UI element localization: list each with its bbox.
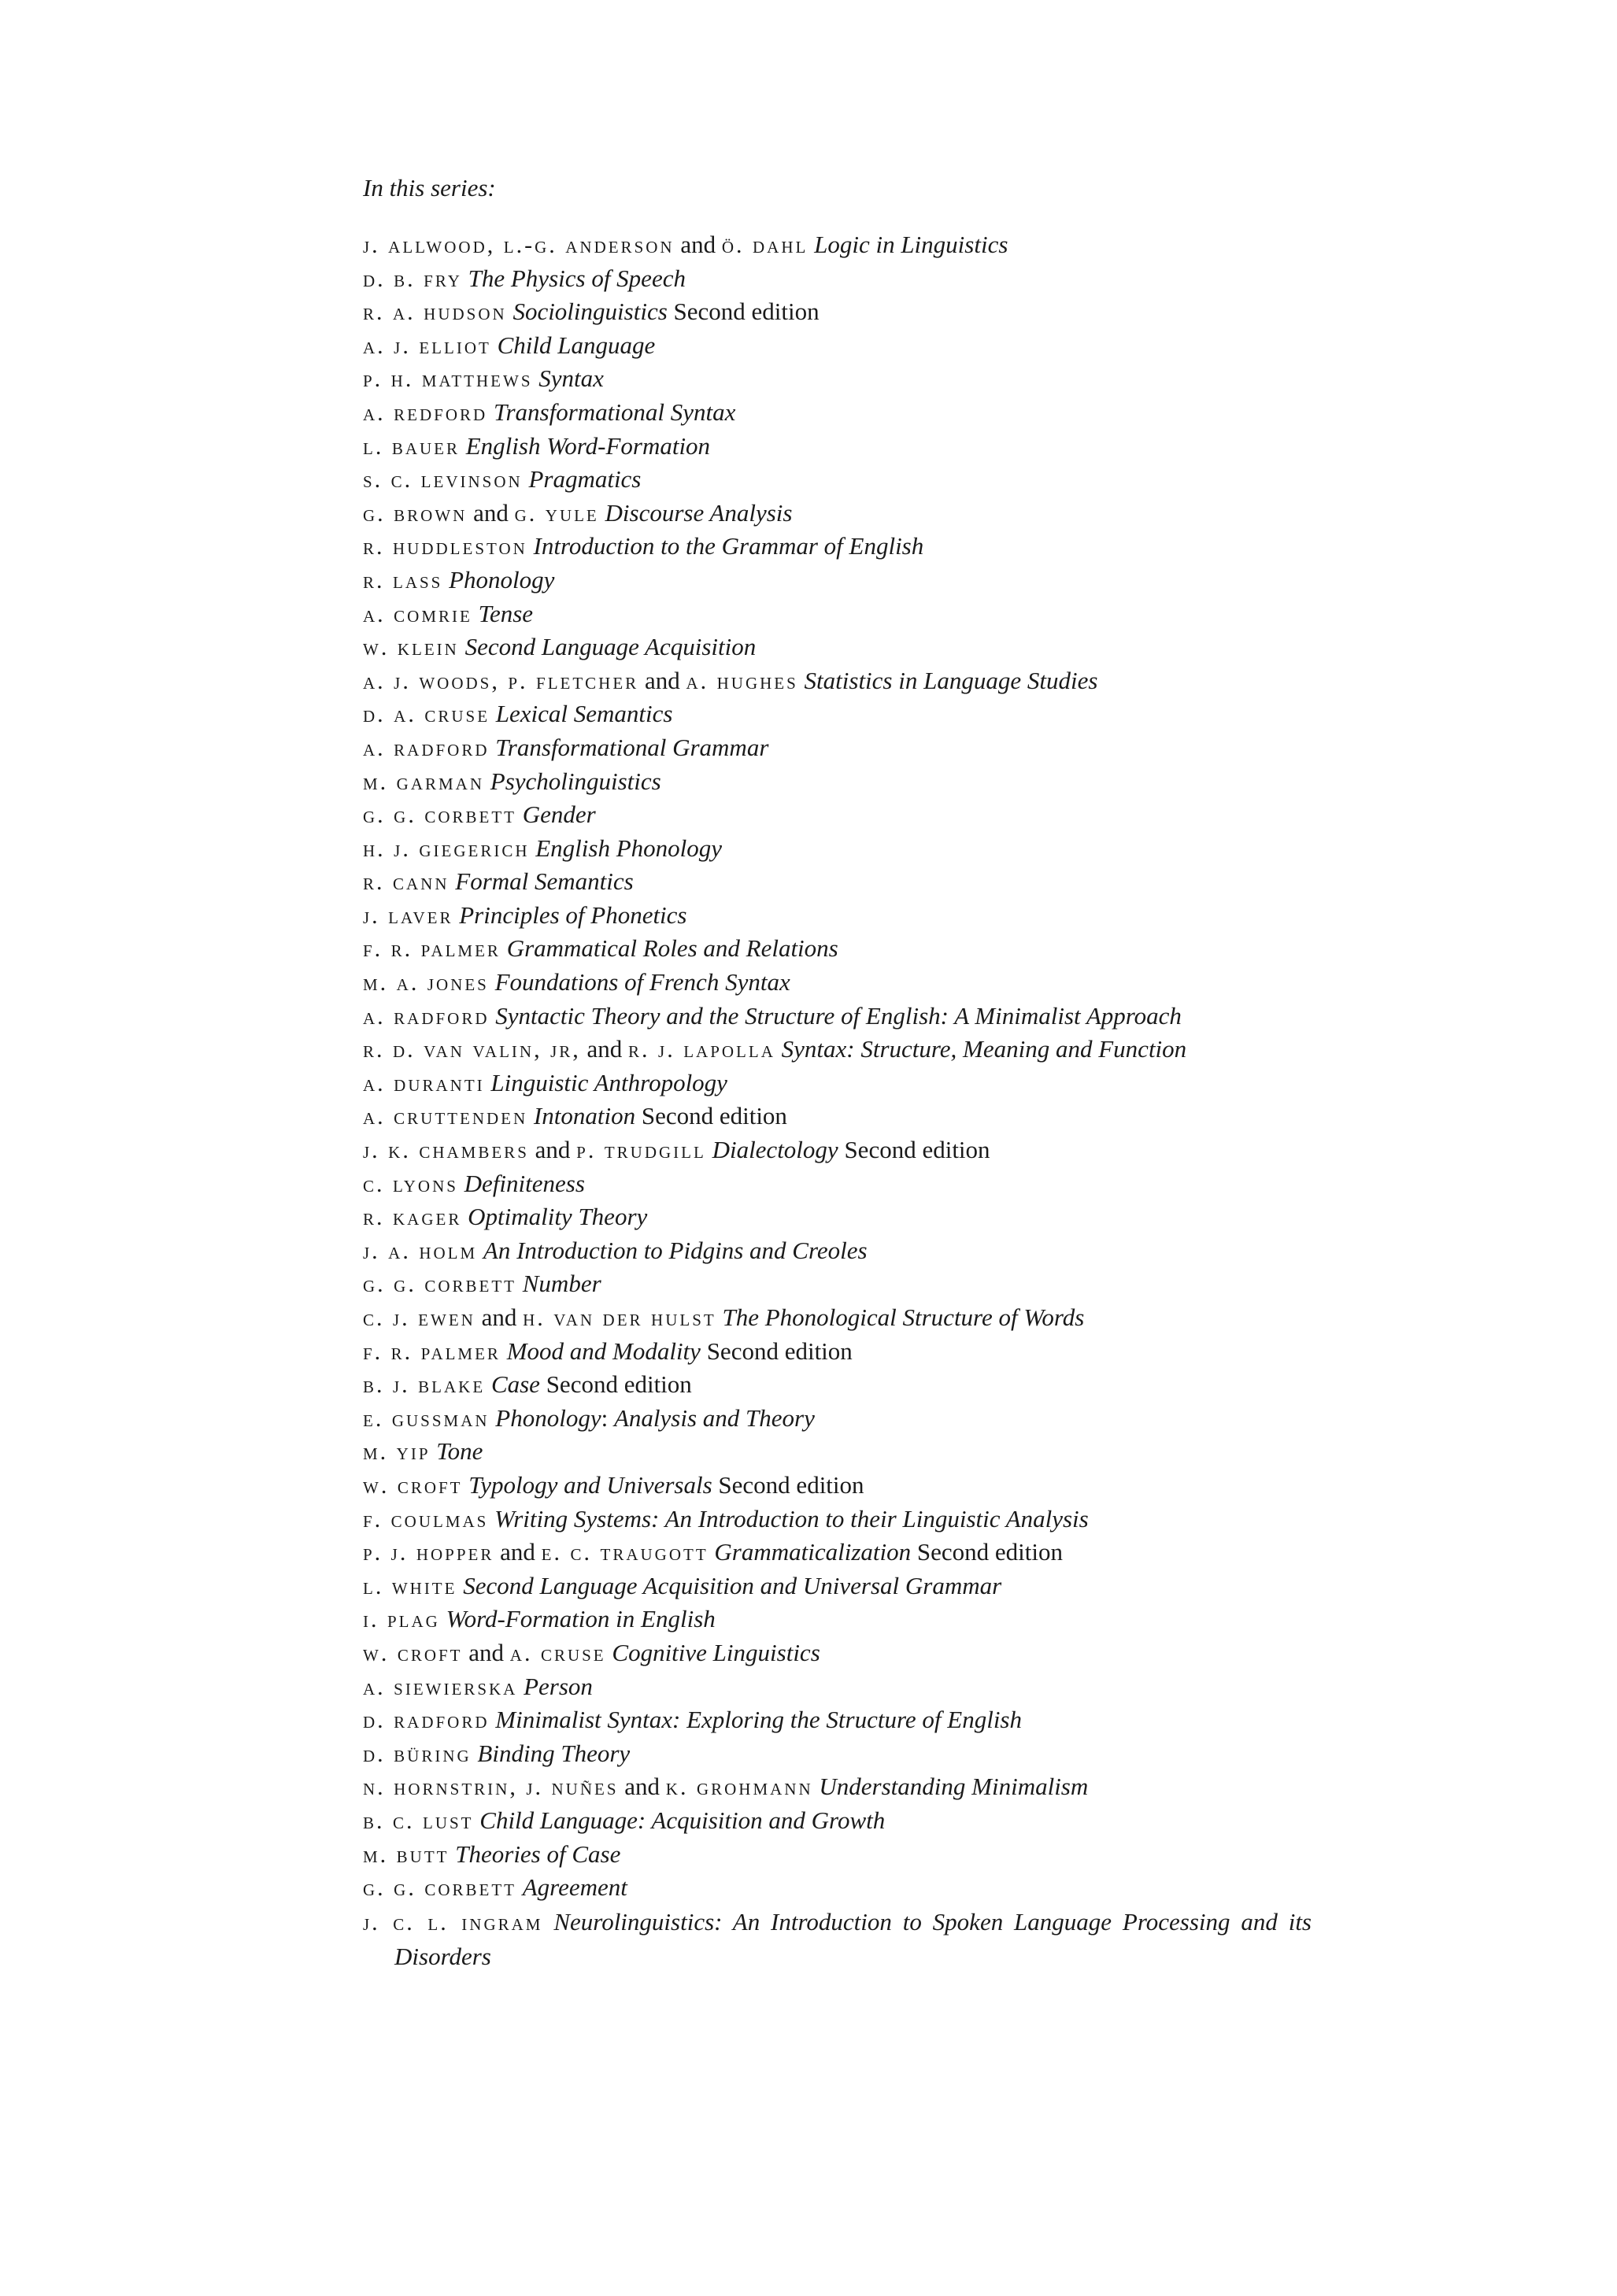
entry-authors: c. lyons — [363, 1170, 458, 1197]
entry-authors: r. a. hudson — [363, 299, 507, 326]
entry-title: Child Language — [497, 331, 656, 359]
entry-conjunction: and — [500, 1538, 535, 1566]
entry-title: Syntactic Theory and the Structure of English: A Minimalist Approach — [495, 1001, 1182, 1030]
entry-title: English Phonology — [535, 834, 723, 862]
entry-authors: g. g. corbett — [363, 1271, 516, 1298]
entry-authors-2: h. van der hulst — [523, 1305, 716, 1331]
entry-title: Phonology — [449, 565, 555, 593]
entry-title: Transformational Syntax — [493, 397, 736, 426]
entry-title: Agreement — [522, 1873, 627, 1902]
series-entry — [363, 228, 1312, 262]
entry-authors: m. garman — [363, 768, 485, 795]
entry-edition-note: Second edition — [673, 298, 820, 326]
entry-title: Minimalist Syntax: Exploring the Structure of English — [495, 1706, 1022, 1734]
series-entry — [363, 1368, 1312, 1402]
entry-authors: w. klein — [363, 634, 459, 661]
series-entry — [363, 865, 1312, 899]
series-entry — [363, 1200, 1312, 1234]
entry-conjunction: and — [535, 1136, 571, 1164]
entry-authors: a. radford — [363, 734, 490, 761]
entry-title: Phonology — [495, 1403, 601, 1432]
entry-authors-2: k. grohmann — [665, 1774, 813, 1801]
series-entry — [363, 295, 1312, 329]
entry-authors: d. radford — [363, 1707, 490, 1734]
series-entry — [363, 1871, 1312, 1905]
series-entry — [363, 497, 1312, 531]
entry-authors: j. a. holm — [363, 1237, 478, 1264]
series-entry — [363, 362, 1312, 396]
series-entry — [363, 765, 1312, 799]
series-entry — [363, 1569, 1312, 1603]
entry-title: Psycholinguistics — [490, 767, 661, 795]
entry-conjunction: and — [644, 666, 680, 694]
entry-title: Foundations of French Syntax — [494, 968, 790, 996]
entry-authors: a. duranti — [363, 1070, 485, 1096]
series-entry — [363, 1670, 1312, 1704]
entry-authors: g. g. corbett — [363, 1875, 516, 1902]
entry-title: Grammaticalization — [714, 1538, 912, 1566]
entry-authors: n. hornstrin, j. nuñes — [363, 1774, 619, 1801]
entry-authors: f. coulmas — [363, 1506, 489, 1533]
entry-conjunction: and — [586, 1035, 623, 1063]
entry-authors: l. bauer — [363, 433, 460, 460]
entry-authors: b. j. blake — [363, 1372, 486, 1399]
entry-title: Word-Formation in English — [446, 1605, 716, 1633]
entry-title: Person — [524, 1672, 593, 1700]
entry-title: Dialectology — [712, 1136, 838, 1164]
entry-title: Tense — [478, 599, 534, 627]
entry-authors: a. j. elliot — [363, 332, 491, 359]
series-entry — [363, 1770, 1312, 1804]
series-entry — [363, 1435, 1312, 1469]
entry-authors: d. a. cruse — [363, 701, 490, 728]
entry-title: Sociolinguistics — [512, 298, 668, 326]
entry-authors-2: e. c. traugott — [541, 1540, 709, 1566]
series-heading: In this series: — [363, 174, 496, 202]
entry-authors: a. redford — [363, 399, 488, 426]
entry-conjunction: and — [468, 1638, 505, 1666]
entry-authors: j. k. chambers — [363, 1137, 529, 1164]
entry-edition-note: Second edition — [706, 1337, 853, 1365]
entry-title: Neurolinguistics: An Introduction to Spoken Language Processing and its Disorders — [394, 1907, 1312, 1970]
series-entry — [363, 932, 1312, 966]
entry-title: Syntax — [538, 364, 604, 393]
entry-title-2: Analysis and Theory — [613, 1403, 815, 1432]
entry-title: Statistics in Language Studies — [804, 666, 1098, 694]
entry-authors: r. cann — [363, 869, 450, 896]
entry-title: Binding Theory — [477, 1739, 631, 1767]
entry-authors: h. j. giegerich — [363, 835, 530, 862]
entry-authors: j. c. l. ingram — [363, 1909, 543, 1936]
series-entry — [363, 1067, 1312, 1100]
series-entry — [363, 1838, 1312, 1872]
series-entry — [363, 1905, 1312, 1973]
entry-title: Syntax: Structure, Meaning and Function — [781, 1035, 1187, 1063]
entry-authors: j. laver — [363, 902, 453, 929]
entry-title: Mood and Modality — [506, 1337, 701, 1365]
series-entry — [363, 1100, 1312, 1133]
entry-edition-note: Second edition — [641, 1102, 787, 1130]
entry-title: Tone — [436, 1437, 483, 1466]
entry-title: An Introduction to Pidgins and Creoles — [483, 1236, 868, 1264]
series-entry — [363, 1335, 1312, 1369]
series-entry — [363, 463, 1312, 497]
entry-title: Intonation — [533, 1102, 636, 1130]
series-entry — [363, 630, 1312, 664]
entry-title: Number — [522, 1270, 601, 1298]
series-entry — [363, 1267, 1312, 1301]
entry-authors: c. j. ewen — [363, 1305, 475, 1331]
entry-authors: f. r. palmer — [363, 936, 501, 963]
entry-authors: r. lass — [363, 567, 443, 593]
series-entry — [363, 1133, 1312, 1167]
entry-authors: d. b. fry — [363, 265, 462, 292]
entry-edition-note: Second edition — [844, 1136, 990, 1164]
series-entry — [363, 1503, 1312, 1536]
series-entry — [363, 697, 1312, 731]
series-entry — [363, 329, 1312, 363]
series-entry — [363, 564, 1312, 597]
entry-title: Discourse Analysis — [605, 498, 793, 527]
entry-title: Gender — [522, 800, 596, 829]
entry-authors-2: ö. dahl — [721, 232, 808, 258]
entry-title: Grammatical Roles and Relations — [506, 934, 838, 963]
entry-title: Introduction to the Grammar of English — [533, 532, 924, 560]
entry-title: Formal Semantics — [455, 867, 634, 896]
entry-title: Theories of Case — [455, 1839, 621, 1868]
entry-conjunction: and — [473, 498, 509, 527]
entry-authors-2: a. cruse — [509, 1640, 606, 1666]
entry-authors: m. butt — [363, 1841, 450, 1868]
entry-edition-note: Second edition — [546, 1370, 692, 1399]
entry-authors: m. yip — [363, 1439, 431, 1466]
entry-authors: a. comrie — [363, 601, 472, 627]
entry-authors: a. cruttenden — [363, 1104, 528, 1130]
series-entry — [363, 396, 1312, 430]
entry-title: Principles of Phonetics — [459, 900, 687, 929]
entry-authors: w. croft — [363, 1472, 463, 1499]
entry-title: Definiteness — [464, 1169, 585, 1197]
entry-authors: a. j. woods, p. fletcher — [363, 667, 639, 694]
entry-edition-note: Second edition — [718, 1470, 864, 1499]
entry-authors: d. büring — [363, 1740, 472, 1767]
series-entry — [363, 832, 1312, 866]
entry-conjunction: and — [680, 231, 716, 258]
series-entry — [363, 1636, 1312, 1670]
series-entry — [363, 1000, 1312, 1033]
entry-authors: p. h. matthews — [363, 366, 533, 393]
entry-title: The Phonological Structure of Words — [722, 1303, 1085, 1331]
series-entry — [363, 966, 1312, 1000]
entry-conjunction: and — [624, 1773, 660, 1801]
series-entry — [363, 597, 1312, 631]
entry-authors: r. d. van valin, jr, — [363, 1037, 581, 1063]
entry-authors: m. a. jones — [363, 970, 489, 996]
entry-authors: g. g. corbett — [363, 802, 516, 829]
entry-authors: w. croft — [363, 1640, 463, 1666]
entry-title: English Word-Formation — [465, 431, 711, 460]
entry-title: Logic in Linguistics — [814, 231, 1008, 258]
series-entry — [363, 1402, 1312, 1436]
entry-title: Case — [490, 1370, 540, 1399]
entry-authors: j. allwood, l.-g. anderson — [363, 232, 675, 258]
entry-title: Pragmatics — [528, 465, 642, 494]
entry-title: Writing Systems: An Introduction to their Linguistic Analysis — [494, 1504, 1089, 1533]
entry-conjunction: and — [481, 1303, 517, 1331]
entry-title: Linguistic Anthropology — [490, 1068, 727, 1096]
entry-authors: f. r. palmer — [363, 1338, 501, 1365]
series-entry — [363, 1603, 1312, 1636]
series-entry — [363, 530, 1312, 564]
series-entry — [363, 1737, 1312, 1771]
entry-separator: : — [601, 1403, 609, 1432]
entry-title: Second Language Acquisition — [464, 633, 757, 661]
entry-title: Child Language: Acquisition and Growth — [479, 1806, 886, 1834]
series-entry — [363, 1033, 1312, 1067]
entry-authors: l. white — [363, 1573, 457, 1599]
series-entry — [363, 1804, 1312, 1838]
entry-authors-2: g. yule — [514, 500, 599, 527]
entry-title: Lexical Semantics — [495, 700, 673, 728]
series-entry — [363, 1703, 1312, 1737]
entry-authors: e. gussman — [363, 1405, 490, 1432]
entry-authors: r. huddleston — [363, 534, 527, 560]
series-list — [363, 228, 1312, 1973]
entry-title: Optimality Theory — [468, 1203, 648, 1231]
entry-authors: b. c. lust — [363, 1807, 474, 1834]
entry-authors-2: a. hughes — [686, 667, 798, 694]
entry-authors: r. kager — [363, 1204, 462, 1231]
entry-authors: a. radford — [363, 1003, 490, 1030]
series-entry — [363, 430, 1312, 464]
entry-authors: g. brown — [363, 500, 468, 527]
series-entry — [363, 1536, 1312, 1569]
series-entry — [363, 1234, 1312, 1268]
entry-authors-2: p. trudgill — [576, 1137, 706, 1164]
entry-title: The Physics of Speech — [468, 264, 686, 292]
entry-title: Understanding Minimalism — [819, 1773, 1089, 1801]
series-entry — [363, 798, 1312, 832]
series-entry — [363, 1167, 1312, 1201]
entry-authors: p. j. hopper — [363, 1540, 494, 1566]
entry-authors-2: r. j. lapolla — [628, 1037, 775, 1063]
series-entry — [363, 1469, 1312, 1503]
entry-title: Cognitive Linguistics — [612, 1638, 820, 1666]
series-entry — [363, 262, 1312, 296]
entry-edition-note: Second edition — [916, 1538, 1063, 1566]
entry-title: Transformational Grammar — [495, 733, 769, 761]
series-entry — [363, 1301, 1312, 1335]
series-entry — [363, 664, 1312, 698]
entry-authors: i. plag — [363, 1606, 440, 1633]
series-entry — [363, 731, 1312, 765]
entry-authors: a. siewierska — [363, 1673, 518, 1700]
entry-title: Typology and Universals — [468, 1470, 712, 1499]
entry-authors: s. c. levinson — [363, 467, 523, 494]
series-entry — [363, 899, 1312, 933]
entry-title: Second Language Acquisition and Universal Grammar — [463, 1571, 1002, 1599]
